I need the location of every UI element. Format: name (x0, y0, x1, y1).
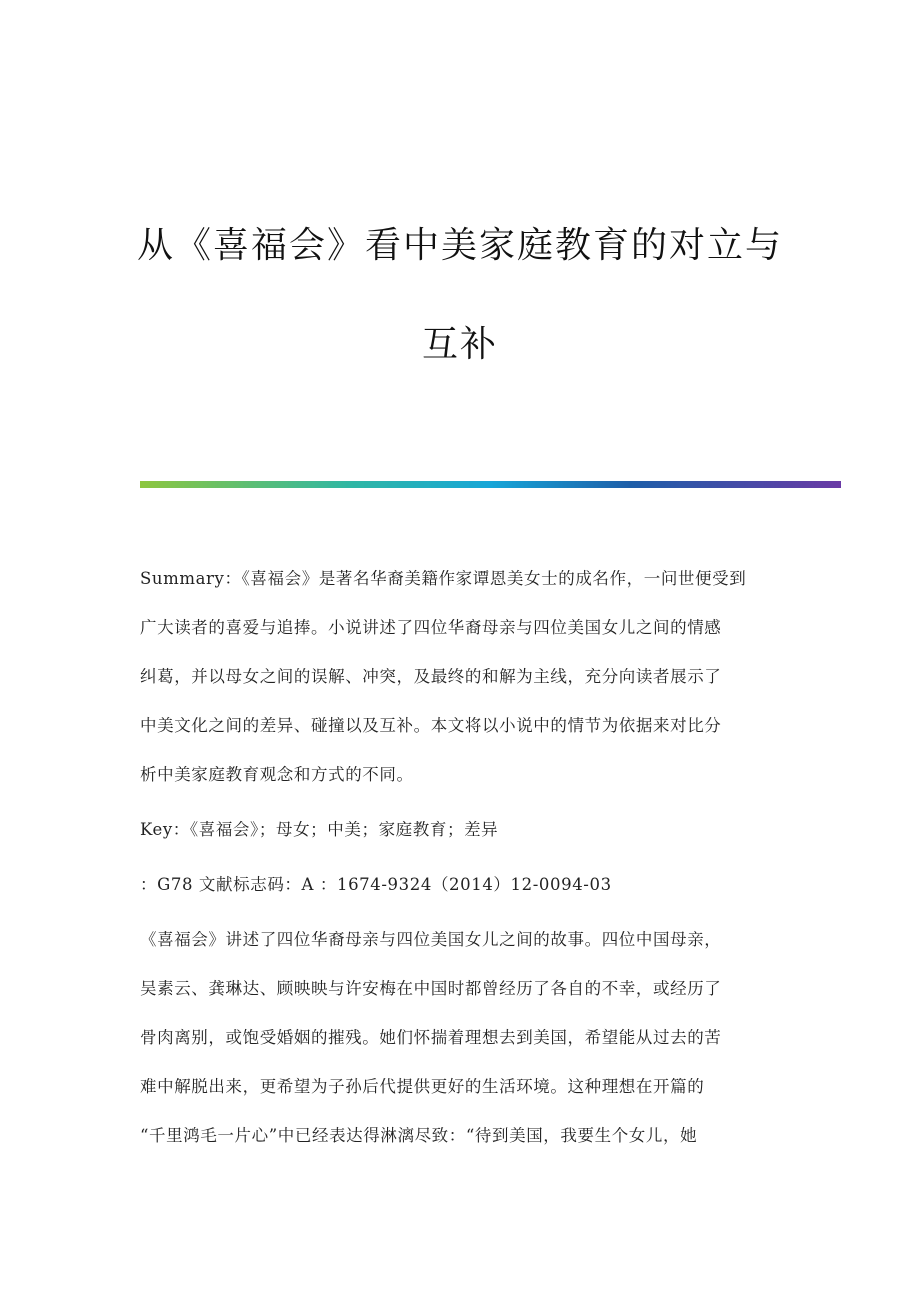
body-line: 难中解脱出来，更希望为子孙后代提供更好的生活环境。这种理想在开篇的 (140, 1077, 705, 1096)
summary-line: 析中美家庭教育观念和方式的不同。 (140, 765, 414, 784)
gradient-divider (140, 481, 841, 488)
keywords-line: Key：《喜福会》；母女；中美；家庭教育；差异 (140, 820, 499, 839)
classification-line: ：G78 文献标志码：A ：1674-9324（2014）12-0094-03 (140, 875, 612, 894)
body-line: 《喜福会》讲述了四位华裔母亲与四位美国女儿之间的故事。四位中国母亲， (140, 930, 722, 949)
body-line: 吴素云、龚琳达、顾映映与许安梅在中国时都曾经历了各自的不幸，或经历了 (140, 979, 722, 998)
summary-line: 纠葛，并以母女之间的误解、冲突，及最终的和解为主线，充分向读者展示了 (140, 667, 722, 686)
body-line: 骨肉离别，或饱受婚姻的摧残。她们怀揣着理想去到美国，希望能从过去的苦 (140, 1028, 722, 1047)
summary-line: 中美文化之间的差异、碰撞以及互补。本文将以小说中的情节为依据来对比分 (140, 716, 722, 735)
body-line: “千里鸿毛一片心”中已经表达得淋漓尽致：“待到美国，我要生个女儿，她 (140, 1126, 698, 1145)
summary-line: 广大读者的喜爱与追捧。小说讲述了四位华裔母亲与四位美国女儿之间的情感 (140, 618, 722, 637)
document-title-line-1: 从《喜福会》看中美家庭教育的对立与 (136, 225, 783, 266)
document-title-line-2: 互补 (421, 324, 498, 365)
summary-line: Summary：《喜福会》是著名华裔美籍作家谭恩美女士的成名作，一问世便受到 (140, 569, 747, 588)
